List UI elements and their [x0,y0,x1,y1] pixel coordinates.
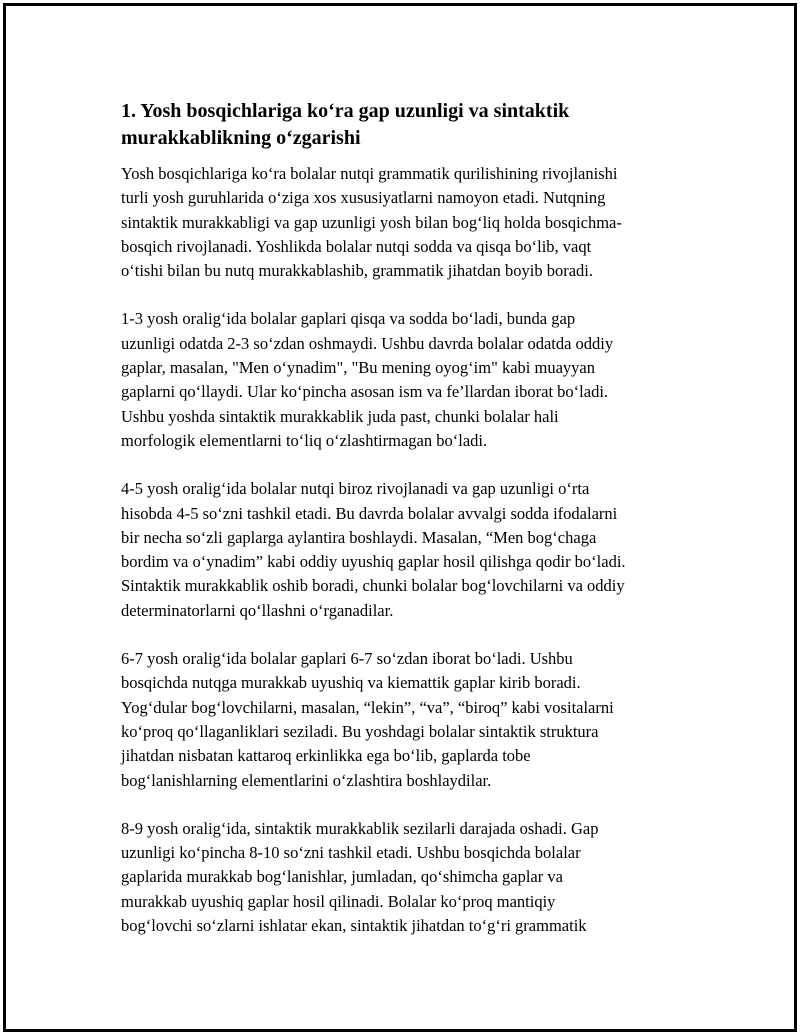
text-line: Yog‘dular bog‘lovchilarni, masalan, “lekin”, “va”, “biroq” kabi vositalarni [121,697,614,717]
text-line: Yosh bosqichlariga ko‘ra bolalar nutqi grammatik qurilishining rivojlanishi [121,164,618,183]
text-line: jihatdan nisbatan kattaroq erkinlikka ega bo‘lib, gaplarda tobe [121,746,531,766]
document-content [121,98,691,962]
text-line: 1-3 yosh oralig‘ida bolalar gaplari qisqa va sodda bo‘ladi, bunda gap [121,309,576,329]
text-line: Sintaktik murakkablik oshib boradi, chunki bolalar bog‘lovchilarni va oddiy [121,576,625,596]
text-line: bog‘lovchi so‘zlarni ishlatar ekan, sintaktik jihatdan to‘g‘ri grammatik [121,916,587,936]
text-line: 8-9 yosh oralig‘ida, sintaktik murakkablik sezilarli darajada oshadi. Gap [121,818,599,838]
heading-line: murakkablikning o‘zgarishi [121,127,361,149]
paragraph [121,477,691,623]
section-heading [121,98,691,152]
text-line: bir necha so‘zli gaplarga aylantira boshlaydi. Masalan, “Men bog‘chaga [121,527,597,547]
page-frame [3,3,797,1032]
text-line: 6-7 yosh oralig‘ida bolalar gaplari 6-7 so‘zdan iborat bo‘ladi. Ushbu [121,649,573,669]
text-line: turli yosh guruhlarida o‘ziga xos xususiyatlarni namoyon etadi. Nutqning [121,188,606,208]
paragraph [121,817,691,938]
heading-line: 1. Yosh bosqichlariga ko‘ra gap uzunligi va sintaktik [121,100,570,122]
text-line: gaplarida murakkab bog‘lanishlar, jumladan, qo‘shimcha gaplar va [121,867,563,887]
text-line: ko‘proq qo‘llaganliklari seziladi. Bu yoshdagi bolalar sintaktik struktura [121,721,599,741]
text-line: gaplarni qo‘llaydi. Ular ko‘pincha asosan ism va fe’llardan iborat bo‘ladi. [121,382,609,402]
text-line: hisobda 4-5 so‘zni tashkil etadi. Bu davrda bolalar avvalgi sodda ifodalarni [121,503,618,523]
text-line: morfologik elementlarni to‘liq o‘zlashtirmagan bo‘ladi. [121,430,488,450]
text-line: Ushbu yoshda sintaktik murakkablik juda past, chunki bolalar hali [121,406,559,426]
text-line: bordim va o‘ynadim” kabi oddiy uyushiq gaplar hosil qilishga qodir bo‘ladi. [121,552,626,572]
text-line: uzunligi ko‘pincha 8-10 so‘zni tashkil etadi. Ushbu bosqichda bolalar [121,843,581,863]
text-line: sintaktik murakkabligi va gap uzunligi yosh bilan bog‘liq holda bosqichma- [121,212,622,232]
text-line: determinatorlarni qo‘llashni o‘rganadilar. [121,600,394,620]
text-line: bosqich rivojlanadi. Yoshlikda bolalar nutqi sodda va qisqa bo‘lib, vaqt [121,236,592,256]
text-line: gaplar, masalan, "Men o‘ynadim", "Bu mening oyog‘im" kabi muayyan [121,358,595,378]
text-line: murakkab uyushiq gaplar hosil qilinadi. Bolalar ko‘proq mantiqiy [121,891,556,911]
text-line: 4-5 yosh oralig‘ida bolalar nutqi biroz rivojlanadi va gap uzunligi o‘rta [121,479,590,499]
text-line: uzunligi odatda 2-3 so‘zdan oshmaydi. Ushbu davrda bolalar odatda oddiy [121,333,614,353]
paragraph [121,162,691,283]
text-line: o‘tishi bilan bu nutq murakkablashib, grammatik jihatdan boyib boradi. [121,261,593,281]
text-line: bog‘lanishlarning elementlarini o‘zlashtira boshlaydilar. [121,770,492,790]
paragraph [121,307,691,453]
paragraph [121,647,691,793]
text-line: bosqichda nutqga murakkab uyushiq va kiemattik gaplar kirib boradi. [121,673,581,693]
